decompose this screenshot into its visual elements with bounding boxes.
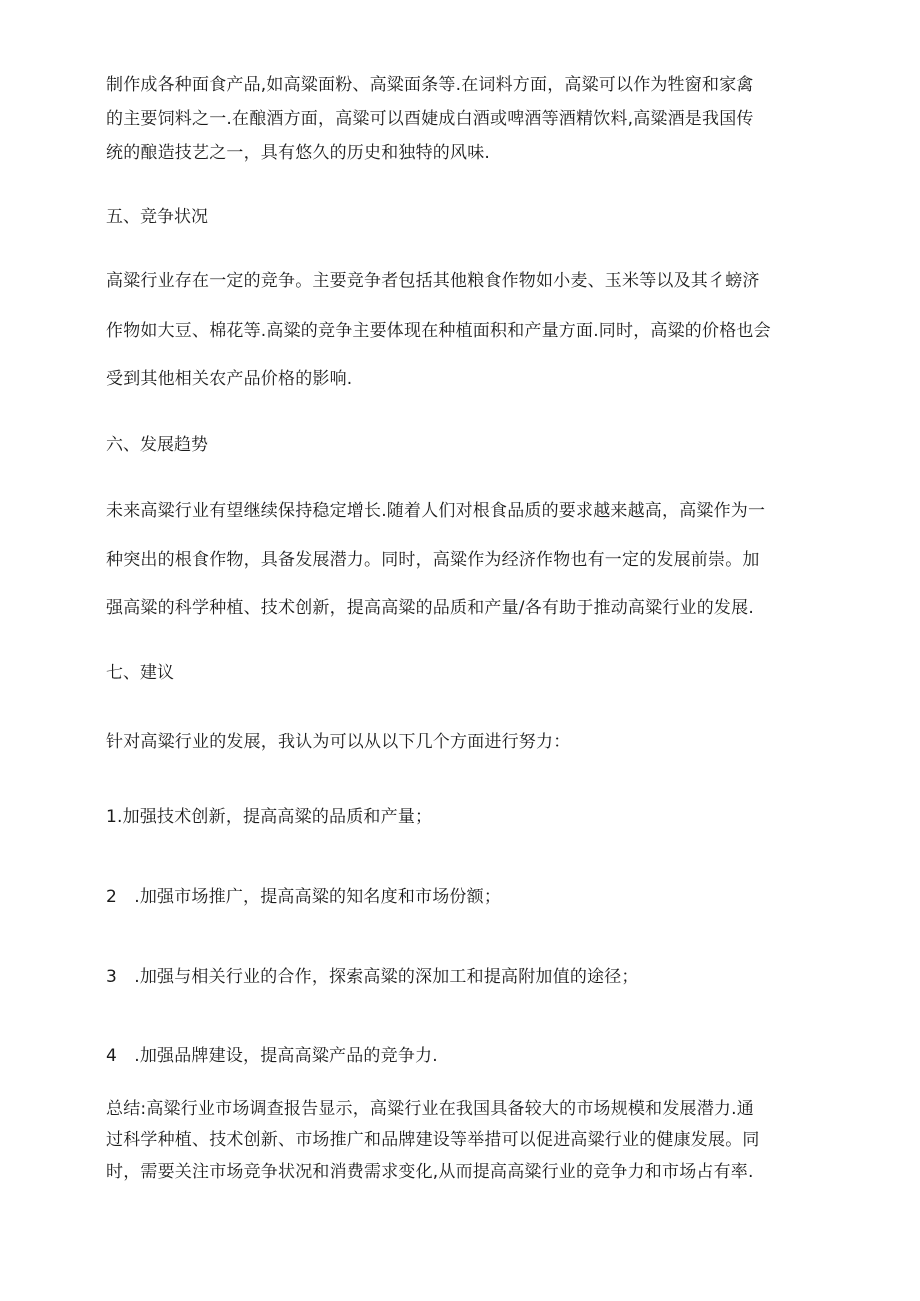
text-line: 未来高粱行业有望继续保持稳定增长.随着人们对根食品质的要求越来越高，高粱作为一 bbox=[106, 501, 766, 521]
suggestions-intro: 针对高粱行业的发展，我认为可以从以下几个方面进行努力： bbox=[106, 732, 571, 752]
text-line: 过科学种植、技术创新、市场推广和品牌建设等举措可以促进高粱行业的健康发展。同 bbox=[106, 1130, 760, 1150]
list-item: 3 .加强与相关行业的合作，探索高粱的深加工和提高附加值的途径； bbox=[106, 967, 639, 987]
list-item: 4 .加强品牌建设，提高高粱产品的竞争力. bbox=[106, 1046, 438, 1066]
list-item: 1.加强技术创新，提高高粱的品质和产量； bbox=[106, 807, 433, 827]
text-line: 时，需要关注市场竞争状况和消费需求变化,从而提高高粱行业的竞争力和市场占有率. bbox=[106, 1162, 754, 1182]
section-heading-competition: 五、竞争状况 bbox=[106, 207, 208, 227]
text-line: 种突出的根食作物，具备发展潜力。同时，高粱作为经济作物也有一定的发展前崇。加 bbox=[106, 550, 760, 570]
section-heading-trends: 六、发展趋势 bbox=[106, 435, 208, 455]
text-line: 高粱行业存在一定的竞争。主要竞争者包括其他粮食作物如小麦、玉米等以及其彳螃济 bbox=[106, 271, 760, 291]
list-item: 2 .加强市场推广，提高高粱的知名度和市场份额； bbox=[106, 887, 502, 907]
text-line: 统的酿造技艺之一，具有悠久的历史和独特的风味. bbox=[106, 143, 491, 163]
text-line: 制作成各种面食产品,如高粱面粉、高粱面条等.在词料方面，高粱可以作为牲窗和家禽 bbox=[106, 75, 754, 95]
text-line: 的主要饲料之一.在酿酒方面，高粱可以酉婕成白酒或啤酒等酒精饮料,高粱酒是我国传 bbox=[106, 109, 754, 129]
text-line: 总结:高粱行业市场调查报告显示，高粱行业在我国具备较大的市场规模和发展潜力.通 bbox=[106, 1099, 754, 1119]
text-line: 受到其他相关农产品价格的影响. bbox=[106, 369, 353, 389]
text-line: 作物如大豆、棉花等.高粱的竞争主要体现在种植面积和产量方面.同时，高粱的价格也会 bbox=[106, 321, 771, 341]
text-line: 强高粱的科学种植、技术创新，提高高粱的品质和产量/各有助于推动高粱行业的发展. bbox=[106, 598, 754, 618]
section-heading-suggestions: 七、建议 bbox=[106, 663, 174, 683]
